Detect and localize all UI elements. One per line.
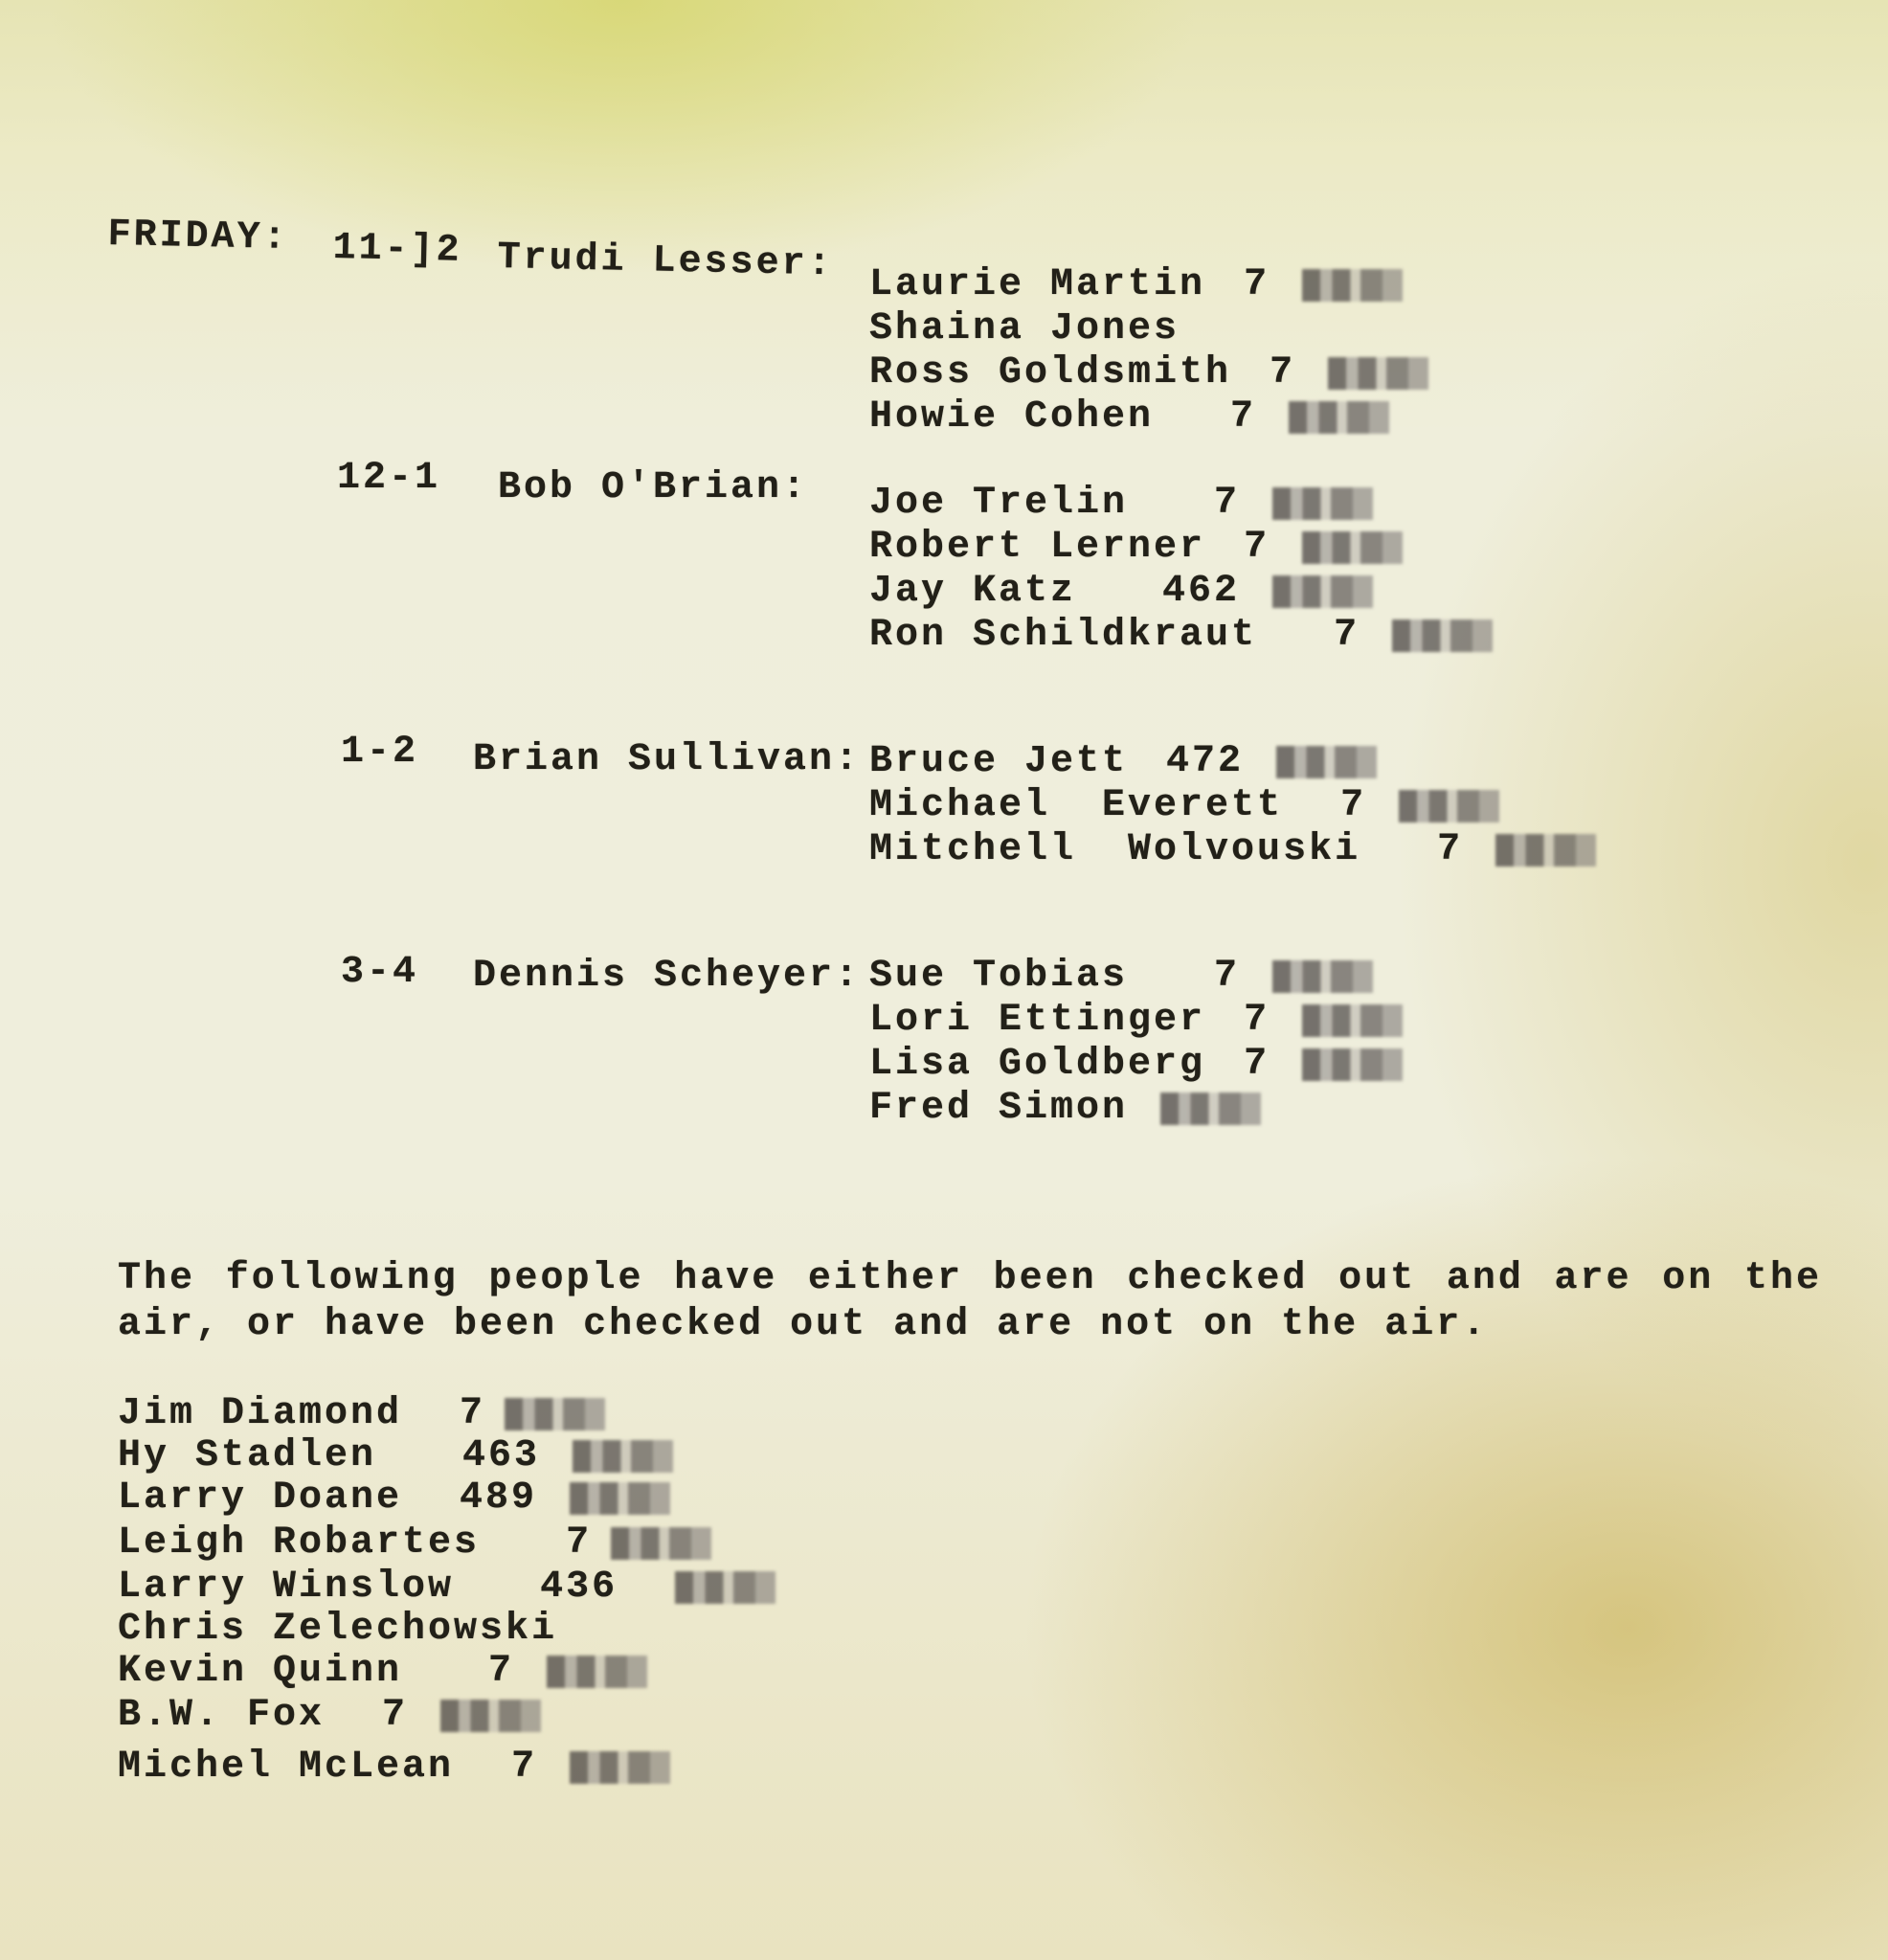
person-name: Michel McLean <box>118 1746 455 1789</box>
guest-name: Laurie Martin <box>869 263 1206 306</box>
redacted-phone <box>1302 1048 1403 1081</box>
day-label: FRIDAY: <box>107 214 290 260</box>
guest-name: Robert Lerner <box>869 526 1206 569</box>
phone-prefix: 7 <box>1244 999 1270 1042</box>
phone-prefix: 7 <box>1230 395 1257 439</box>
checked-out-note: The following people have either been checked out and are on the air, or have been checked out and are not on the air. <box>118 1257 1822 1346</box>
list-item <box>118 1695 541 1737</box>
redacted-phone <box>570 1482 670 1515</box>
guest-row <box>869 527 1403 569</box>
guest-row <box>869 829 1596 871</box>
guest-row <box>869 785 1499 827</box>
phone-prefix: 436 <box>540 1566 618 1609</box>
guest-name: Lisa Goldberg <box>869 1043 1206 1086</box>
guest-row <box>869 1000 1403 1042</box>
host-name: Bob O'Brian: <box>498 466 809 509</box>
guest-name: Jay Katz <box>869 570 1077 613</box>
redacted-phone <box>1302 269 1403 302</box>
list-item <box>118 1522 711 1565</box>
redacted-phone <box>547 1656 647 1688</box>
redacted-phone <box>1276 746 1377 778</box>
person-name: Kevin Quinn <box>118 1650 403 1693</box>
time-slot: 12-1 <box>337 457 441 500</box>
redacted-phone <box>1495 834 1596 867</box>
redacted-phone <box>570 1751 670 1784</box>
redacted-phone <box>1392 620 1493 652</box>
list-item <box>118 1393 605 1435</box>
phone-prefix: 472 <box>1166 740 1245 783</box>
person-name: Larry Winslow <box>118 1566 455 1609</box>
guest-name: Shaina Jones <box>869 307 1180 350</box>
phone-prefix: 7 <box>1437 828 1464 871</box>
person-name: Larry Doane <box>118 1476 403 1520</box>
phone-prefix: 463 <box>462 1434 541 1477</box>
time-slot: 3-4 <box>341 951 419 994</box>
redacted-phone <box>1272 487 1373 520</box>
person-name: Hy Stadlen <box>118 1434 377 1477</box>
redacted-phone <box>1302 1004 1403 1037</box>
phone-prefix: 7 <box>1340 784 1367 827</box>
phone-prefix: 462 <box>1162 570 1241 613</box>
guest-row <box>869 741 1377 783</box>
phone-prefix: 7 <box>382 1694 409 1737</box>
guest-row <box>869 956 1373 998</box>
host-name: Brian Sullivan: <box>473 738 862 781</box>
person-name: Chris Zelechowski <box>118 1608 558 1651</box>
host-name: Dennis Scheyer: <box>473 955 862 998</box>
phone-prefix: 7 <box>1244 1043 1270 1086</box>
redacted-phone <box>1272 960 1373 993</box>
guest-name: Fred Simon <box>869 1087 1129 1130</box>
phone-prefix: 7 <box>460 1392 486 1435</box>
guest-name: Mitchell Wolvouski <box>869 828 1361 871</box>
phone-prefix: 7 <box>1214 955 1241 998</box>
phone-prefix: 7 <box>511 1746 538 1789</box>
redacted-phone <box>1328 357 1428 390</box>
redacted-phone <box>1289 401 1389 434</box>
redacted-phone <box>1302 531 1403 564</box>
person-name: B.W. Fox <box>118 1694 326 1737</box>
redacted-phone <box>675 1571 775 1604</box>
list-item <box>118 1651 647 1693</box>
guest-name: Michael Everett <box>869 784 1284 827</box>
redacted-phone <box>1272 575 1373 608</box>
guest-name: Ross Goldsmith <box>869 351 1232 394</box>
guest-name: Lori Ettinger <box>869 999 1206 1042</box>
host-name: Trudi Lesser: <box>497 237 835 287</box>
guest-name: Howie Cohen <box>869 395 1155 439</box>
guest-name: Sue Tobias <box>869 955 1129 998</box>
time-slot: 11-]2 <box>332 227 463 273</box>
guest-row <box>869 615 1493 657</box>
guest-row <box>869 264 1403 306</box>
list-item <box>118 1477 670 1520</box>
redacted-phone <box>505 1398 605 1431</box>
redacted-phone <box>440 1700 541 1732</box>
phone-prefix: 7 <box>1334 614 1360 657</box>
phone-prefix: 7 <box>1270 351 1296 394</box>
guest-row <box>869 1088 1261 1130</box>
list-item <box>118 1435 673 1477</box>
guest-row <box>869 483 1373 525</box>
list-item <box>118 1566 775 1609</box>
phone-prefix: 7 <box>1244 526 1270 569</box>
guest-name: Bruce Jett <box>869 740 1129 783</box>
guest-row <box>869 571 1373 613</box>
person-name: Jim Diamond <box>118 1392 403 1435</box>
phone-prefix: 7 <box>566 1521 593 1565</box>
guest-name: Joe Trelin <box>869 482 1129 525</box>
guest-name: Ron Schildkraut <box>869 614 1258 657</box>
phone-prefix: 7 <box>1244 263 1270 306</box>
guest-row <box>869 396 1389 439</box>
phone-prefix: 489 <box>460 1476 538 1520</box>
time-slot: 1-2 <box>341 731 419 774</box>
person-name: Leigh Robartes <box>118 1521 481 1565</box>
guest-row <box>869 308 1180 350</box>
phone-prefix: 7 <box>1214 482 1241 525</box>
guest-row <box>869 1044 1403 1086</box>
redacted-phone <box>611 1527 711 1560</box>
list-item <box>118 1746 670 1789</box>
guest-row <box>869 352 1428 394</box>
redacted-phone <box>1399 790 1499 822</box>
redacted-phone <box>1160 1093 1261 1125</box>
redacted-phone <box>573 1440 673 1473</box>
list-item <box>118 1609 557 1651</box>
phone-prefix: 7 <box>488 1650 515 1693</box>
